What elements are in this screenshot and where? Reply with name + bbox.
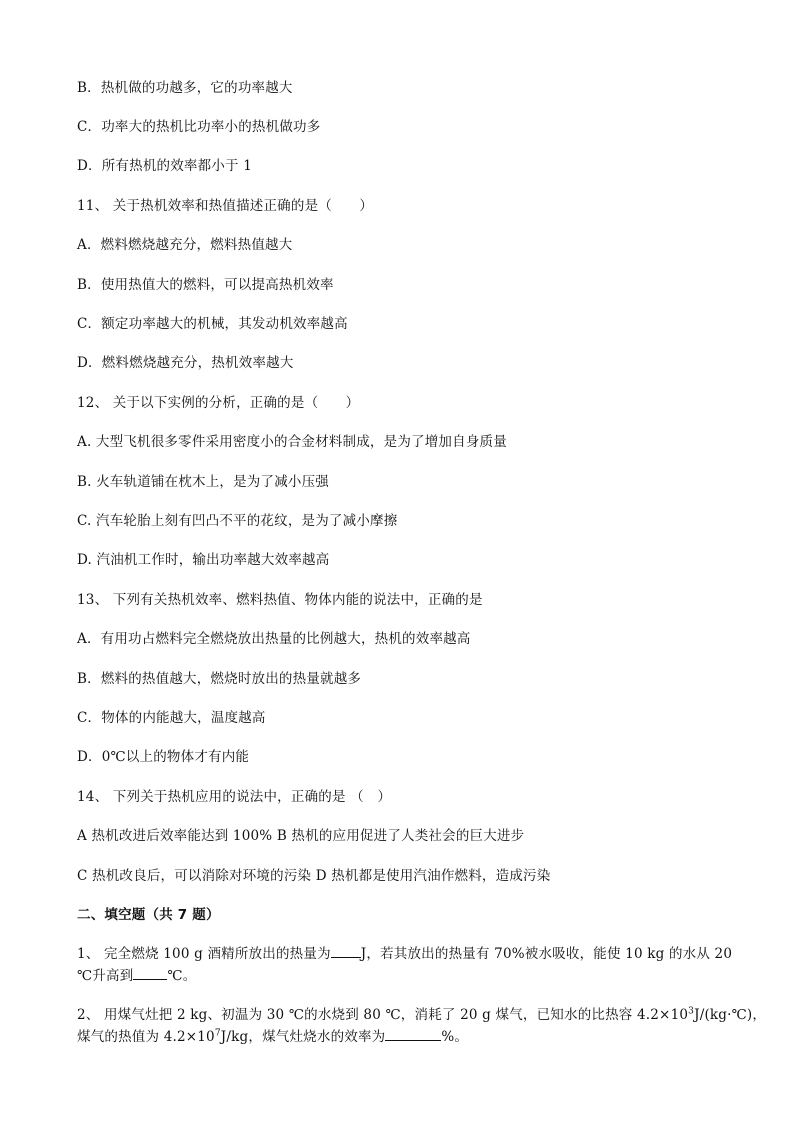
q11-option-a: A．燃料燃烧越充分，燃料热值越大	[77, 237, 293, 253]
fill2-text-5: %。	[441, 1029, 469, 1045]
q12-option-b: B. 火车轨道铺在枕木上，是为了减小压强	[77, 474, 330, 490]
fill2-exponent-1: 3	[688, 1006, 695, 1017]
q10-option-d: D．所有热机的效率都小于 1	[77, 158, 253, 174]
q11-option-d: D．燃料燃烧越充分，热机效率越大	[77, 355, 294, 371]
fill1-blank-2[interactable]	[133, 967, 167, 980]
fill2-text-1: 2、 用煤气灶把 2 kg、初温为 30 ℃的水烧到 80 ℃，消耗了 20 g 煤气，已知水的比热容 4.2×10	[77, 1007, 689, 1023]
q11-option-b: B．使用热值大的燃料，可以提高热机效率	[77, 277, 334, 293]
q13-option-c: C．物体的内能越大，温度越高	[77, 710, 266, 726]
q14-options-cd: C 热机改良后，可以消除对环境的污染 D 热机都是使用汽油作燃料，造成污染	[77, 868, 551, 884]
q14-stem: 14、 下列关于热机应用的说法中，正确的是 （ ）	[77, 789, 392, 805]
fill1-blank-1[interactable]	[331, 945, 361, 958]
fill2-line2	[77, 1028, 468, 1046]
q12-stem: 12、 关于以下实例的分析，正确的是（ ）	[77, 395, 360, 411]
q11-stem: 11、 关于热机效率和热值描述正确的是（ ）	[77, 198, 374, 214]
fill1-text-4: ℃。	[167, 968, 197, 984]
q12-option-a: A. 大型飞机很多零件采用密度小的合金材料制成，是为了增加自身质量	[77, 434, 507, 450]
q10-option-c: C．功率大的热机比功率小的热机做功多	[77, 119, 321, 135]
q13-option-b: B．燃料的热值越大，燃烧时放出的热量就越多	[77, 671, 362, 687]
q12-option-d: D. 汽油机工作时，输出功率越大效率越高	[77, 552, 330, 568]
fill1-text-1: 1、 完全燃烧 100 g 酒精所放出的热量为	[77, 946, 331, 962]
q14-options-ab: A 热机改进后效率能达到 100% B 热机的应用促进了人类社会的巨大进步	[77, 828, 525, 844]
fill1-line2	[77, 967, 196, 985]
fill1-text-2: J，若其放出的热量有 70%被水吸收，能使 10 kg 的水从 20	[360, 946, 733, 962]
section-title-fill-in: 二、填空题（共 7 题）	[77, 907, 220, 923]
q10-option-b: B．热机做的功越多，它的功率越大	[77, 80, 293, 96]
fill1-line1	[77, 945, 732, 963]
fill1-text-3: ℃升高到	[77, 968, 134, 984]
fill2-blank-1[interactable]	[385, 1028, 441, 1041]
fill2-line1	[77, 1006, 766, 1024]
fill2-text-3: 煤气的热值为 4.2×10	[77, 1029, 215, 1045]
q13-stem: 13、 下列有关热机效率、燃料热值、物体内能的说法中，正确的是	[77, 592, 483, 608]
q12-option-c: C. 汽车轮胎上刻有凹凸不平的花纹，是为了减小摩擦	[77, 513, 398, 529]
fill2-exponent-2: 7	[214, 1028, 221, 1039]
q13-option-d: D．0℃以上的物体才有内能	[77, 749, 250, 765]
fill2-text-4: J/kg，煤气灶烧水的效率为	[220, 1029, 386, 1045]
fill2-text-2: J/(kg·℃)，	[694, 1007, 767, 1023]
q13-option-a: A．有用功占燃料完全燃烧放出热量的比例越大，热机的效率越高	[77, 631, 471, 647]
q11-option-c: C．额定功率越大的机械，其发动机效率越高	[77, 316, 348, 332]
